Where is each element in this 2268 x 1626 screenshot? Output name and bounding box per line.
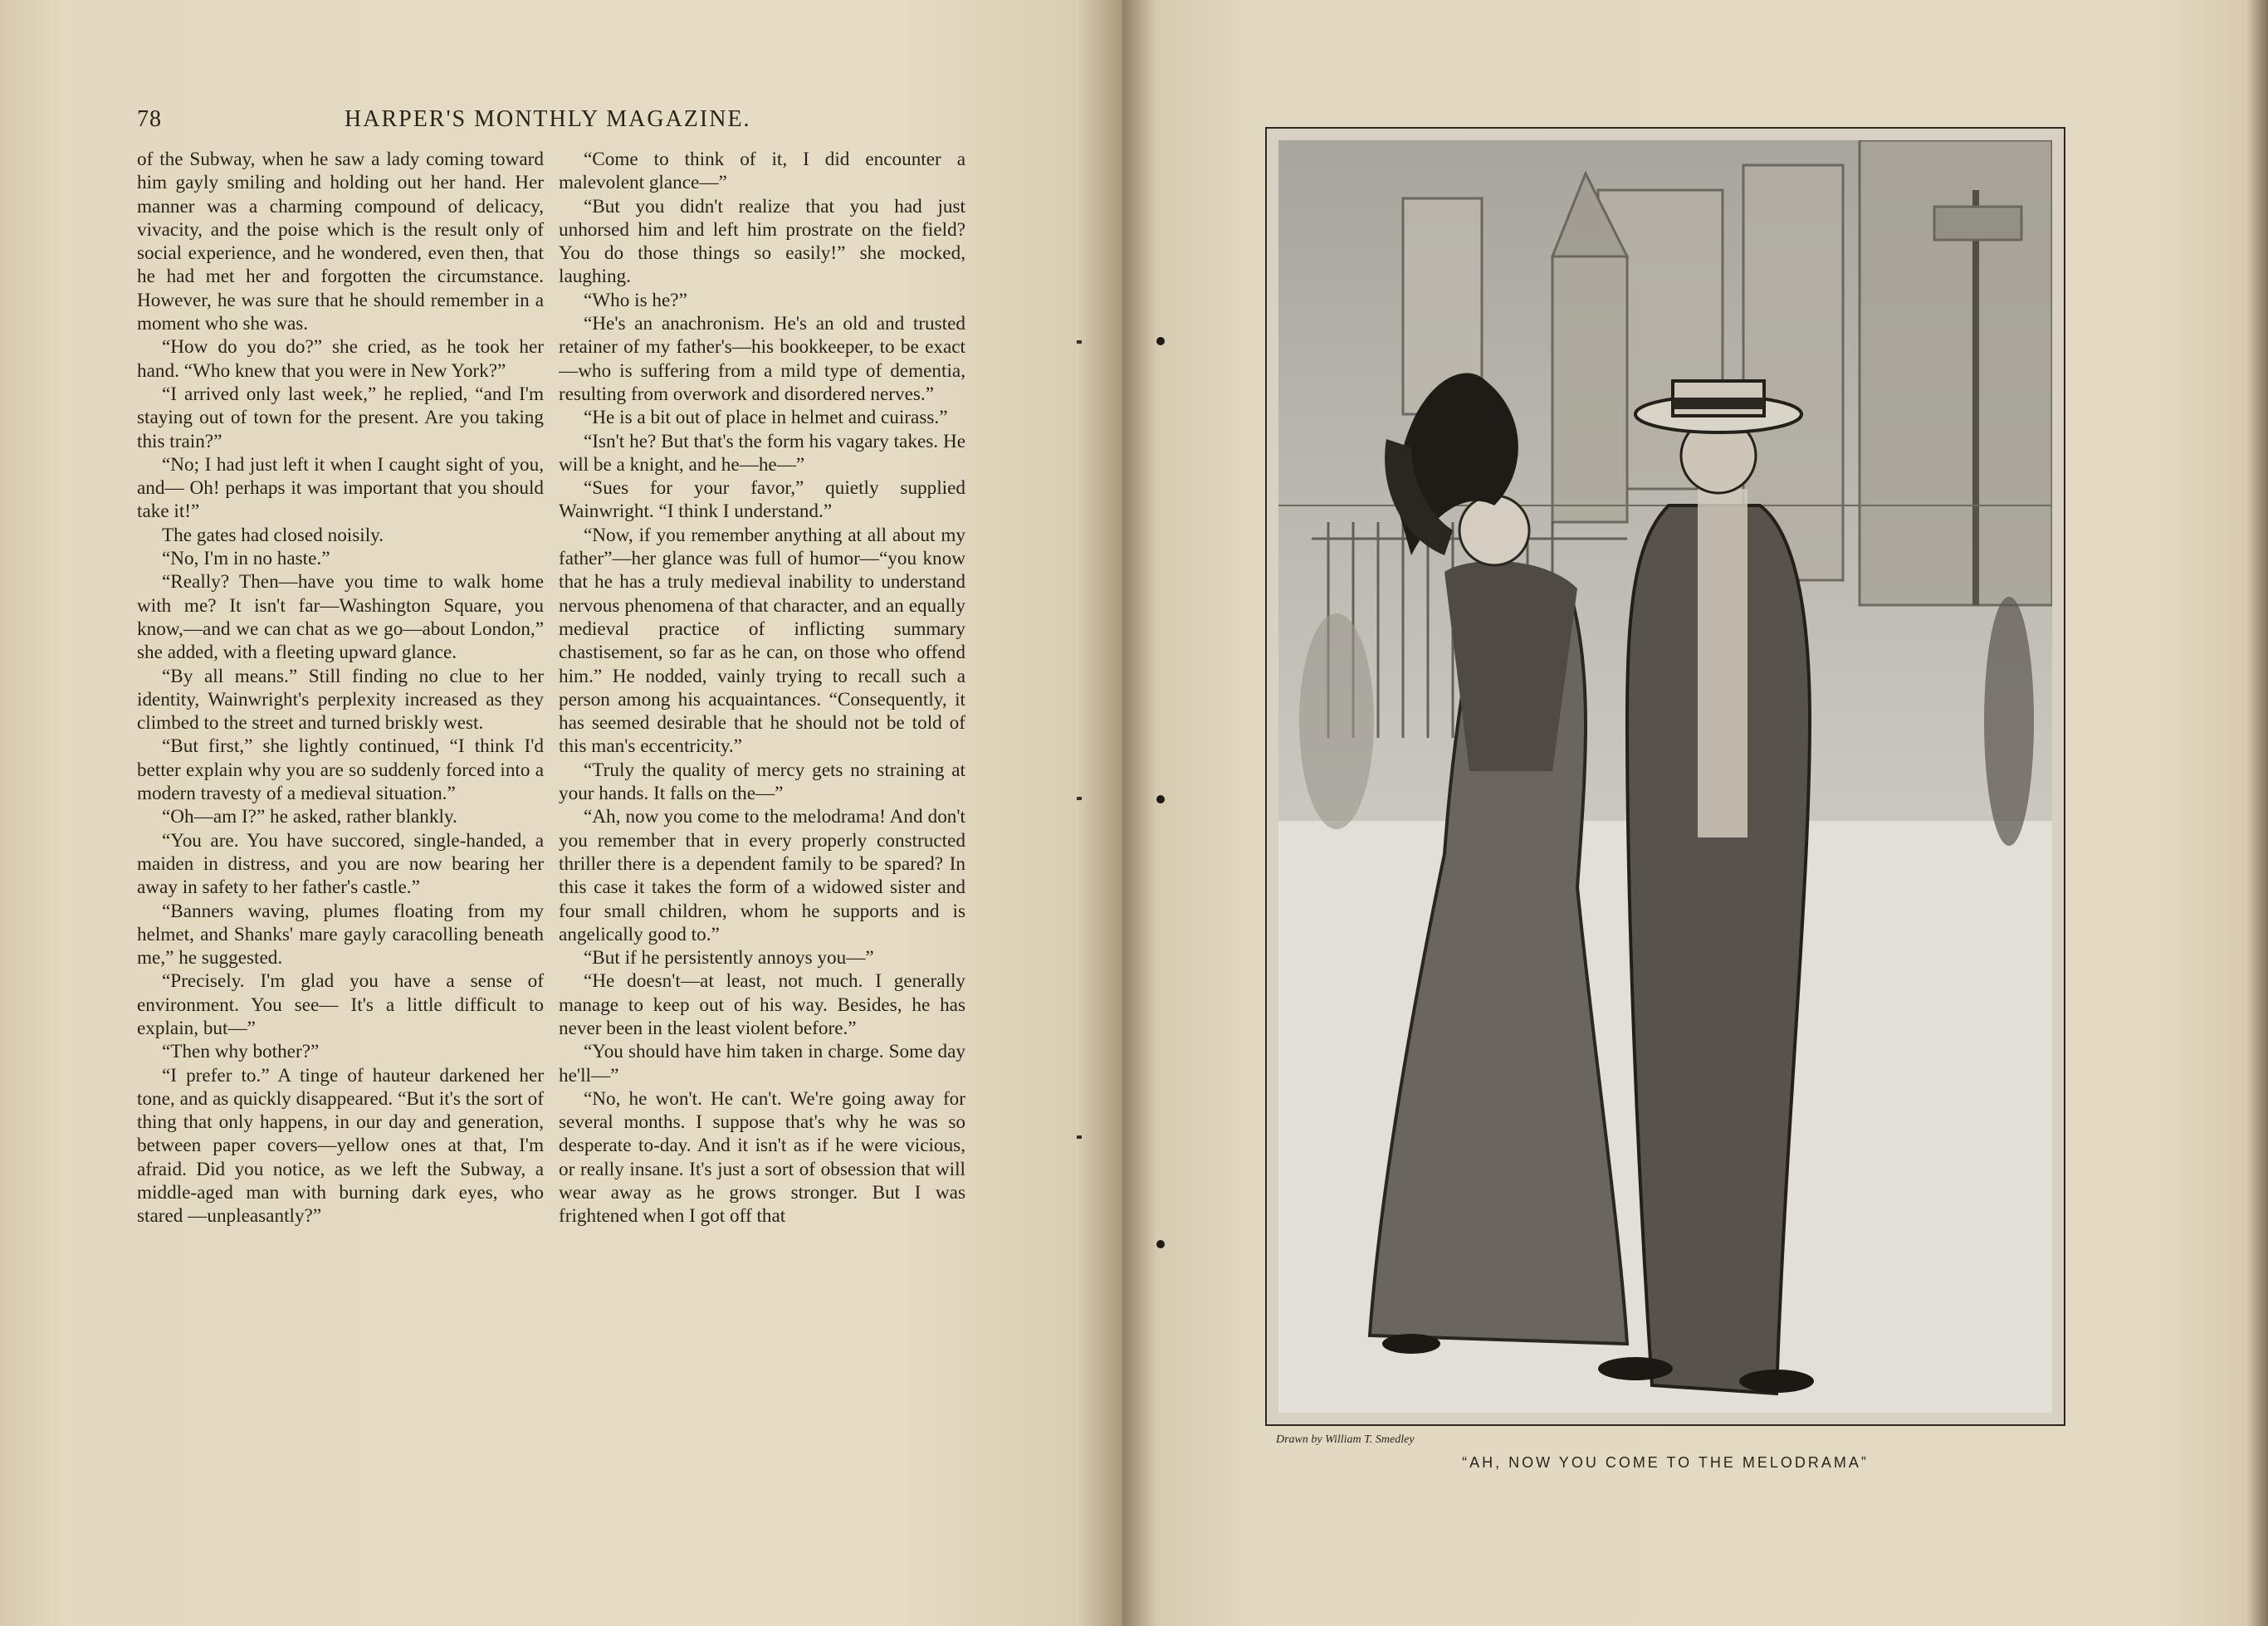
paragraph: “By all means.” Still finding no clue to her identity, Wainwright's perplexity increased as they climbed to the street and turned briskly west. [137, 665, 544, 735]
paragraph: “Banners waving, plumes floating from my helmet, and Shanks' mare gayly caracolling beneath me,” he suggested. [137, 900, 544, 969]
paragraph: “But first,” she lightly continued, “I think I'd better explain why you are so suddenly forced into a modern travesty of a medieval situation.” [137, 735, 544, 805]
paragraph: “I prefer to.” A tinge of hauteur darkened her tone, and as quickly disappeared. “But it's the sort of thing that only happens, in our day and generation, between paper covers—yellow ones at that, I'm afraid. Did you notice, as we left the Subway, a middle-aged man with burning dark eyes, who stared —unpleasantly?” [137, 1064, 544, 1228]
page-number: 78 [137, 106, 162, 132]
paragraph: “No, I'm in no haste.” [162, 548, 330, 570]
text-column-1 [137, 148, 544, 1492]
paragraph: “Precisely. I'm glad you have a sense of environment. You see— It's a little difficult to explain, but—” [137, 970, 544, 1039]
paragraph: “Isn't he? But that's the form his vagary takes. He will be a knight, and he—he—” [559, 430, 965, 476]
stitch-mark [1077, 340, 1082, 344]
stitch-mark [1077, 1135, 1082, 1139]
paragraph: “Who is he?” [584, 289, 687, 311]
binding-hole [1156, 1240, 1165, 1248]
binding-hole [1156, 795, 1165, 803]
illustration-plate [1265, 127, 2065, 1426]
illustration-caption: “AH, NOW YOU COME TO THE MELODRAMA” [1462, 1454, 1869, 1471]
paragraph: “Now, if you remember anything at all about my father”—her glance was full of humor—“you know that he has a truly medieval inability to understand nervous phenomena of that character, and an equally medieval practice of inflicting summary chastisement, so far as he can, on those who offend him.” He nodded, vainly trying to recall such a person among his acquaintances. “Consequently, it has seemed desirable that he should not be told of this man's eccentricity.” [559, 524, 965, 758]
paragraph: “Come to think of it, I did encounter a malevolent glance—” [559, 149, 965, 194]
stitch-mark [1077, 797, 1082, 800]
paragraph: “Sues for your favor,” quietly supplied Wainwright. “I think I understand.” [559, 477, 965, 523]
illustration-drawing [1278, 140, 2052, 1413]
paragraph: “Then why bother?” [162, 1041, 320, 1063]
paragraph: “You should have him taken in charge. Some day he'll—” [559, 1041, 965, 1086]
magazine-title: HARPER'S MONTHLY MAGAZINE. [345, 106, 751, 132]
paragraph: “Truly the quality of mercy gets no straining at your hands. It falls on the—” [559, 759, 965, 805]
paragraph: “Really? Then—have you time to walk home with me? It isn't far—Washington Square, you know,—and we can chat as we go—about London,” she added, with a fleeting upward glance. [137, 571, 544, 664]
paragraph: of the Subway, when he saw a lady coming toward him gayly smiling and holding out her hand. Her manner was a charming compound of delicacy, vivacity, and the poise which is the result only of social experience, and he wondered, even then, that he had met her and forgotten the circumstance. However, he was sure that he should remember in a moment who she was. [137, 149, 544, 335]
paragraph: “He is a bit out of place in helmet and cuirass.” [584, 407, 948, 429]
paragraph: “Oh—am I?” he asked, rather blankly. [162, 806, 457, 828]
paragraph: “No; I had just left it when I caught sight of you, and— Oh! perhaps it was important that you should take it!” [137, 453, 544, 523]
paragraph: “But you didn't realize that you had just unhorsed him and left him prostrate on the field? You do those things so easily!” she mocked, laughing. [559, 195, 965, 288]
paragraph: “He's an anachronism. He's an old and trusted retainer of my father's—his bookkeeper, to be exact—who is suffering from a mild type of dementia, resulting from overwork and disordered nerves.” [559, 313, 965, 405]
paragraph: “Ah, now you come to the melodrama! And don't you remember that in every properly constructed thriller there is a dependent family to be spared? In this case it takes the form of a widowed sister and four small children, whom he supports and is angelically good to.” [559, 806, 965, 945]
paragraph: “I arrived only last week,” he replied, “and I'm staying out of town for the present. Are you taking this train?” [137, 383, 544, 452]
illustration-credit: Drawn by William T. Smedley [1276, 1433, 1415, 1446]
paragraph: “But if he persistently annoys you—” [584, 947, 874, 969]
running-head [137, 106, 967, 136]
text-column-2 [559, 148, 965, 1492]
paragraph: “You are. You have succored, single-handed, a maiden in distress, and you are now bearing her away in safety to her father's castle.” [137, 829, 544, 899]
paragraph: “He doesn't—at least, not much. I generally manage to keep out of his way. Besides, he has never been in the least violent before.” [559, 970, 965, 1039]
binding-hole [1156, 337, 1165, 345]
paragraph: “No, he won't. He can't. We're going away for several months. I suppose that's why he was so desperate to-day. And it isn't as if he were vicious, or really insane. It's just a sort of obsession that will wear away as he grows stronger. But I was frightened when I got off that [559, 1087, 965, 1228]
paragraph: “How do you do?” she cried, as he took her hand. “Who knew that you were in New York?” [137, 336, 544, 382]
paragraph: The gates had closed noisily. [162, 524, 384, 546]
